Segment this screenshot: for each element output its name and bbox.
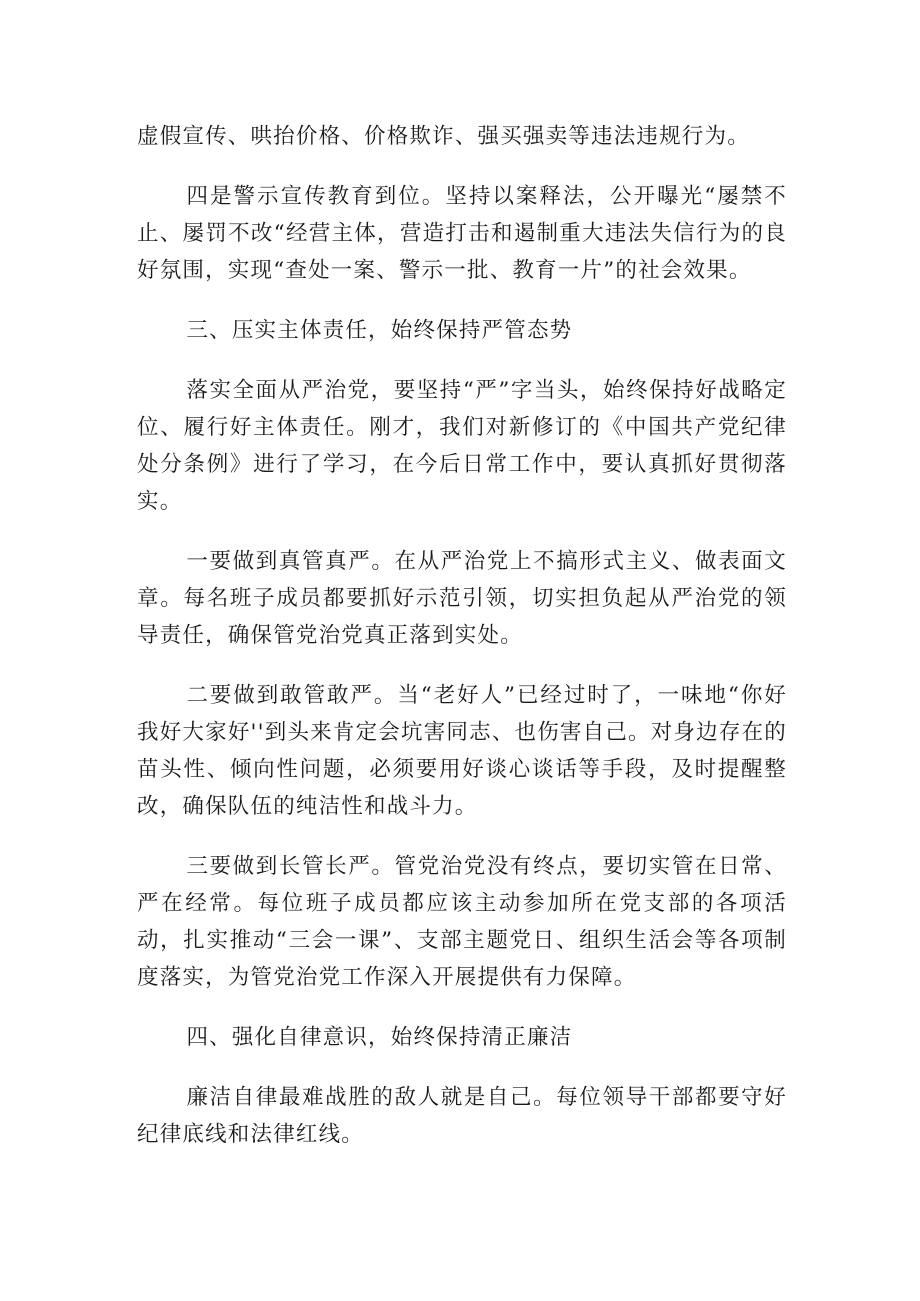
paragraph-dare-manage: 二要做到敢管敢严。当“老好人”已经过时了，一味地“你好我好大家好''到头来肯定会坑害同志、也伤害自己。对身边存在的苗头性、倾向性问题，必须要用好谈心谈话等手段，及时提醒整改，确保队伍的纯洁性和战斗力。 xyxy=(137,683,787,819)
section-heading-3: 三、压实主体责任，始终保持严管态势 xyxy=(186,318,573,343)
document-body xyxy=(137,118,787,1176)
paragraph-self-discipline: 廉洁自律最难战胜的敌人就是自己。每位领导干部都要守好纪律底线和法律红线。 xyxy=(137,1085,787,1147)
paragraph-long-manage: 三要做到长管长严。管党治党没有终点，要切实管在日常、严在经常。每位班子成员都应该主动参加所在党支部的各项活动，扎实推动“三会一课”、支部主题党日、组织生活会等各项制度落实，为管党治党工作深入开展提供有力保障。 xyxy=(137,854,787,990)
paragraph-truly-manage: 一要做到真管真严。在从严治党上不搞形式主义、做表面文章。每名班子成员都要抓好示范引领，切实担负起从严治党的领导责任，确保管党治党真正落到实处。 xyxy=(137,549,787,648)
paragraph-continuation: 虚假宣传、哄抬价格、价格欺诈、强买强卖等违法违规行为。 xyxy=(137,124,750,149)
paragraph-strict-governance: 落实全面从严治党，要坚持“严”字当头，始终保持好战略定位、履行好主体责任。刚才，我们对新修订的《中国共产党纪律处分条例》进行了学习，在今后日常工作中，要认真抓好贯彻落实。 xyxy=(137,378,787,514)
section-heading-4: 四、强化自律意识，始终保持清正廉洁 xyxy=(186,1025,573,1050)
paragraph-warning-education: 四是警示宣传教育到位。坚持以案释法，公开曝光“屡禁不止、屡罚不改“经营主体，营造打击和遏制重大违法失信行为的良好氛围，实现“查处一案、警示一批、教育一片”的社会效果。 xyxy=(137,184,787,283)
